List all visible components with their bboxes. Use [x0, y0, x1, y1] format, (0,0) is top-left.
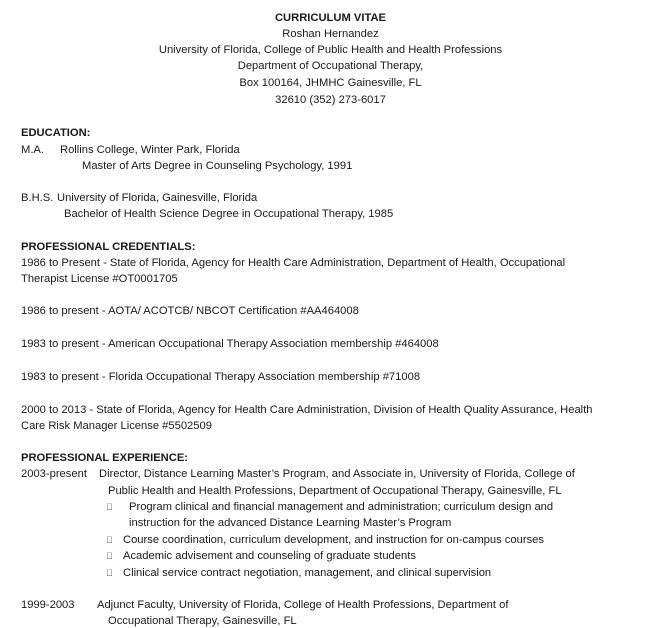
- cv-title: CURRICULUM VITAE: [274, 12, 387, 24]
- affiliation: University of Florida, College of Public Health and Health Professions: [158, 44, 503, 56]
- job-title-continued: Occupational Therapy, Gainesville, FL: [108, 615, 297, 627]
- degree-detail: Master of Arts Degree in Counseling Psychology, 1991: [82, 160, 353, 172]
- school: Rollins College, Winter Park, Florida: [60, 144, 240, 156]
- address: Box 100164, JHMHC Gainesville, FL: [239, 77, 422, 89]
- credential-item: 1983 to present - Florida Occupational Therapy Association membership #71008: [21, 371, 421, 383]
- job-bullet: Course coordination, curriculum development, and instruction for on-campus courses: [123, 534, 544, 546]
- person-name: Roshan Hernandez: [282, 28, 379, 40]
- job-period: 2003-present: [21, 468, 87, 480]
- department: Department of Occupational Therapy,: [237, 60, 424, 72]
- degree-abbr: B.H.S.: [21, 192, 54, 204]
- credential-item-continued: Care Risk Manager License #5502509: [21, 420, 212, 432]
- bullet-icon: [106, 500, 113, 514]
- job-bullet: Academic advisement and counseling of graduate students: [123, 550, 416, 562]
- degree-abbr: M.A.: [21, 144, 44, 156]
- credential-item: 1986 to present - AOTA/ ACOTCB/ NBCOT Certification #AA464008: [21, 305, 359, 317]
- credential-item-continued: Therapist License #OT0001705: [21, 273, 178, 285]
- job-bullet-continued: instruction for the advanced Distance Learning Master’s Program: [129, 517, 452, 529]
- experience-heading: PROFESSIONAL EXPERIENCE:: [21, 452, 189, 464]
- bullet-icon: [106, 566, 113, 580]
- job-period: 1999-2003: [21, 599, 75, 611]
- credentials-heading: PROFESSIONAL CREDENTIALS:: [21, 241, 196, 253]
- bullet-icon: [106, 549, 113, 563]
- degree-detail: Bachelor of Health Science Degree in Occupational Therapy, 1985: [64, 208, 394, 220]
- job-bullet: Program clinical and financial management and administration; curriculum design and: [129, 501, 554, 513]
- credential-item: 1983 to present - American Occupational Therapy Association membership #464008: [21, 338, 439, 350]
- zip-phone: 32610 (352) 273-6017: [275, 94, 386, 106]
- job-bullet: Clinical service contract negotiation, management, and clinical supervision: [123, 567, 492, 579]
- school: University of Florida, Gainesville, Florida: [57, 192, 258, 204]
- credential-item: 2000 to 2013 - State of Florida, Agency for Health Care Administration, Division of Health Quality Assurance, Health: [21, 404, 593, 416]
- credential-item: 1986 to Present - State of Florida, Agency for Health Care Administration, Department of Health, Occupational: [21, 257, 566, 269]
- job-title: Adjunct Faculty, University of Florida, College of Health Professions, Department of: [97, 599, 509, 611]
- job-title-continued: Public Health and Health Professions, Department of Occupational Therapy, Gainesville, FL: [108, 485, 562, 497]
- education-heading: EDUCATION:: [21, 127, 91, 139]
- job-title: Director, Distance Learning Master’s Program, and Associate in, University of Florida, College of: [99, 468, 575, 480]
- bullet-icon: [106, 533, 113, 547]
